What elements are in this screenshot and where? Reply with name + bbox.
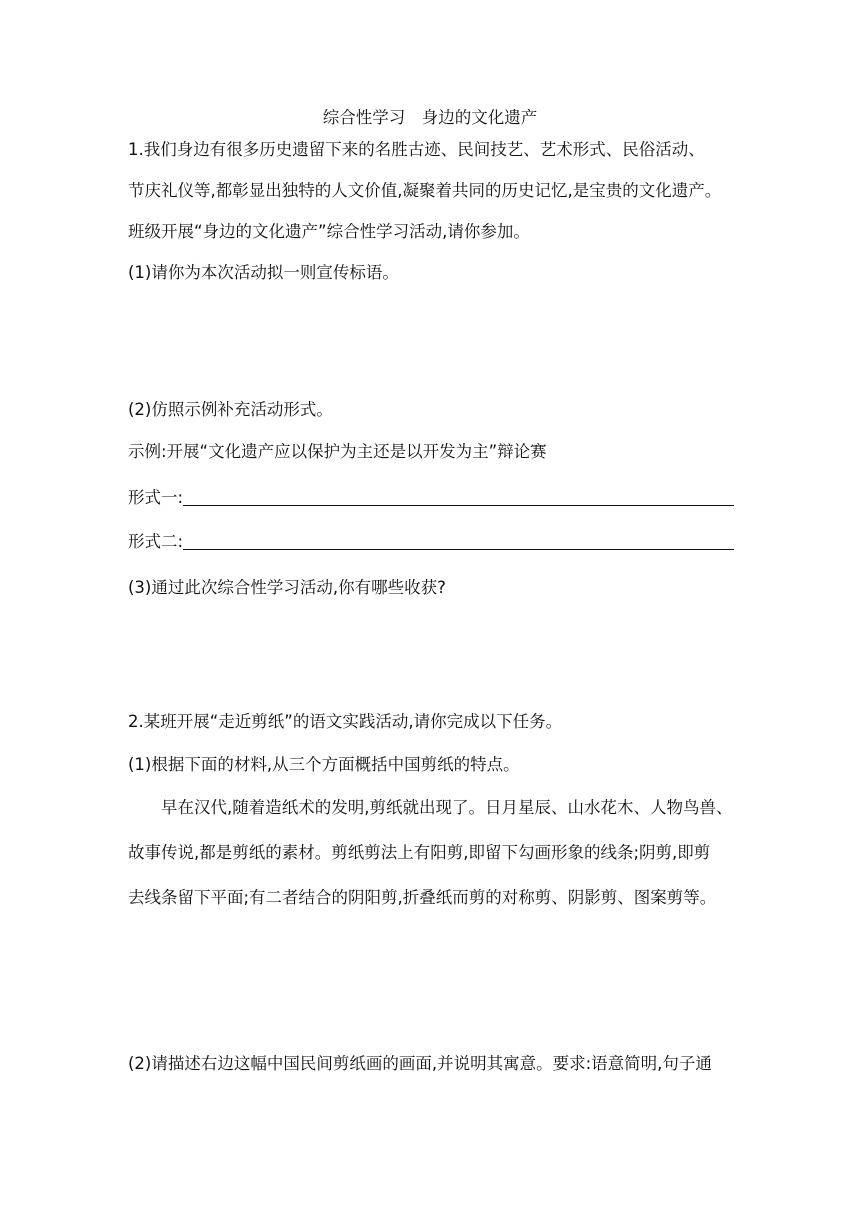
q2-sub2: (2)请描述右边这幅中国民间剪纸画的画面,并说明其寓意。要求:语意简明,句子通 (128, 1054, 712, 1073)
q1-sub1: (1)请你为本次活动拟一则宣传标语。 (128, 263, 399, 282)
q1-example: 示例:开展“文化遗产应以保护为主还是以开发为主”辩论赛 (128, 442, 547, 461)
q2-passage-2: 故事传说,都是剪纸的素材。剪纸剪法上有阳剪,即留下勾画形象的线条;阴剪,即剪 (128, 843, 711, 862)
q1-line-2: 节庆礼仪等,都彰显出独特的人文价值,凝聚着共同的历史记忆,是宝贵的文化遗产。 (128, 181, 722, 200)
form1-answer-blank[interactable] (183, 504, 734, 506)
q1-line-3: 班级开展“身边的文化遗产”综合性学习活动,请你参加。 (128, 222, 530, 241)
form2-row (128, 532, 734, 552)
q1-sub2: (2)仿照示例补充活动形式。 (128, 400, 333, 419)
page-title: 综合性学习 身边的文化遗产 (322, 108, 538, 127)
form2-answer-blank[interactable] (183, 548, 734, 550)
q2-sub1: (1)根据下面的材料,从三个方面概括中国剪纸的特点。 (128, 755, 520, 774)
q2-line-1: 2.某班开展“走近剪纸”的语文实践活动,请你完成以下任务。 (128, 712, 563, 731)
q1-sub3: (3)通过此次综合性学习活动,你有哪些收获? (128, 578, 446, 597)
q1-line-1: 1.我们身边有很多历史遗留下来的名胜古迹、民间技艺、艺术形式、民俗活动、 (128, 140, 705, 159)
form1-label: 形式一: (128, 488, 184, 507)
form1-row (128, 488, 734, 508)
q2-passage-1: 早在汉代,随着造纸术的发明,剪纸就出现了。日月星辰、山水花木、人物鸟兽、 (161, 798, 733, 817)
q2-passage-3: 去线条留下平面;有二者结合的阴阳剪,折叠纸而剪的对称剪、阴影剪、图案剪等。 (128, 888, 717, 907)
form2-label: 形式二: (128, 532, 184, 551)
